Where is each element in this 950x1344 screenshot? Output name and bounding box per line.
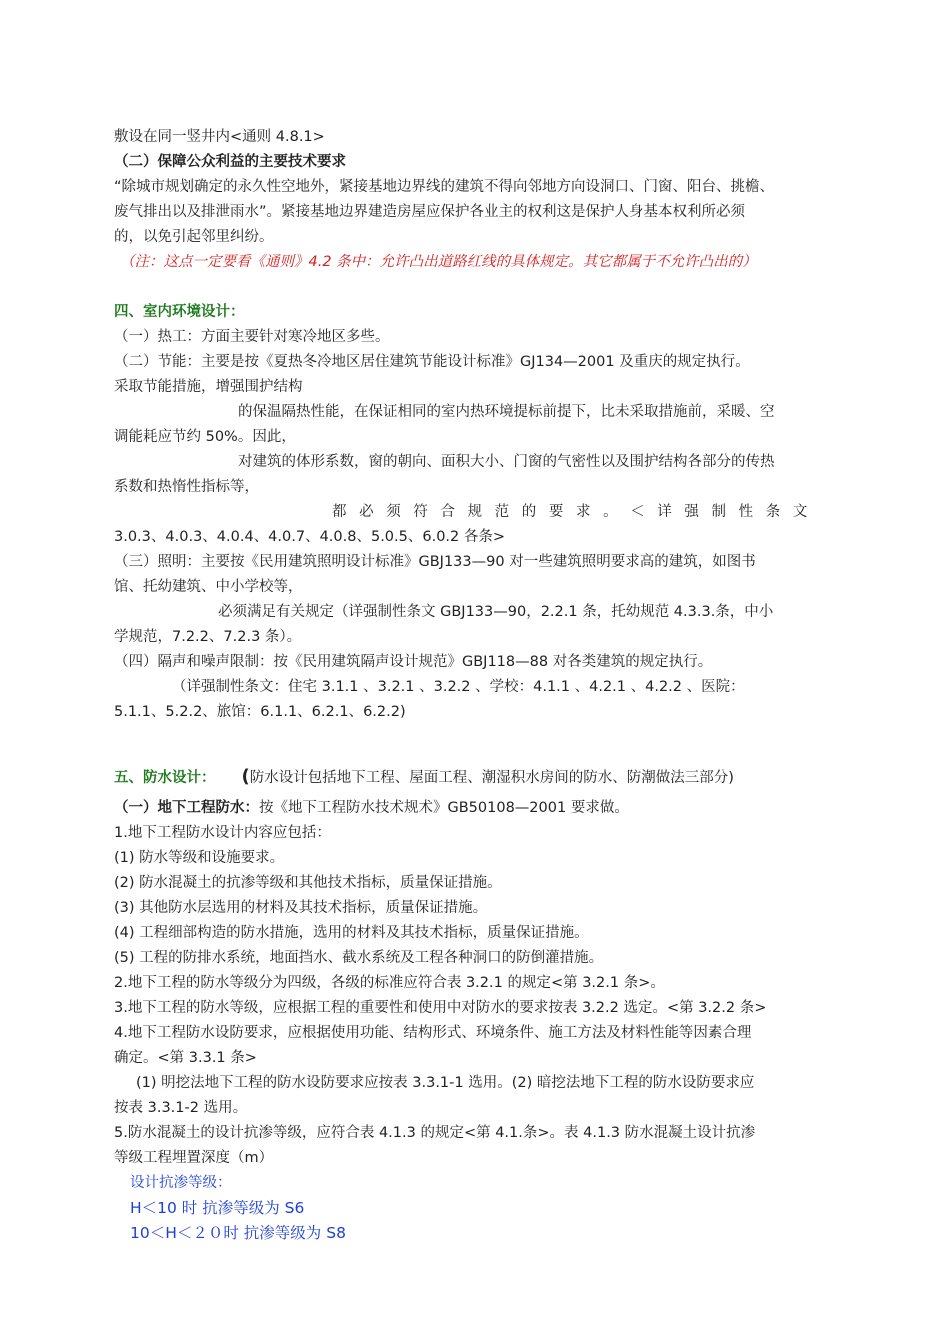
paragraph-line: 必须满足有关规定（详强制性条文 GBJ133—90，2.2.1 条，托幼规范 4.3.3.条，中小 — [218, 604, 774, 620]
paragraph-line: 2.地下工程的防水等级分为四级，各级的标准应符合表 3.2.1 的规定<第 3.2.1 条>。 — [114, 975, 665, 991]
paragraph-line: 4.地下工程防水设防要求，应根据使用功能、结构形式、环境条件、施工方法及材料性能等因素合理 — [114, 1025, 752, 1041]
paragraph-line: （二）节能：主要是按《夏热冬冷地区居住建筑节能设计标准》GJ134—2001 及重庆的规定执行。 — [114, 354, 750, 370]
subsection-row — [114, 797, 629, 819]
note-line: （注：这点一定要看《通则》4.2 条中：允许凸出道路红线的具体规定。其它都属于不允许凸出的） — [120, 254, 757, 270]
paragraph-line: 都 必 须 符 合 规 范 的 要 求 。 ＜ 详 强 制 性 条 文 — [332, 504, 808, 520]
paragraph-line: 3.0.3、4.0.3、4.0.4、4.0.7、4.0.8、5.0.5、6.0.2 各条> — [114, 529, 506, 545]
paragraph-line: 调能耗应节约 50%。因此， — [114, 429, 296, 445]
list-item: (1) 防水等级和设施要求。 — [114, 850, 285, 866]
section-heading: 四、室内环境设计： — [114, 304, 245, 320]
paragraph-line: 按表 3.3.1-2 选用。 — [114, 1100, 248, 1116]
paragraph-line: 等级工程埋置深度（m） — [114, 1150, 274, 1166]
paragraph-line: （一）热工：方面主要针对寒冷地区多些。 — [114, 329, 390, 345]
paragraph-line: 对建筑的体形系数，窗的朝向、面积大小、门窗的气密性以及围护结构各部分的传热 — [238, 454, 775, 470]
paragraph-line: 废气排出以及排泄雨水”。紧接基地边界建造房屋应保护各业主的权利这是保护人身基本权利所必须 — [114, 204, 746, 220]
paragraph-line: 敷设在同一竖井内<通则 4.8.1> — [114, 129, 325, 145]
paragraph-line: 采取节能措施，增强围护结构 — [114, 379, 303, 395]
paragraph-line: （四）隔声和噪声限制：按《民用建筑隔声设计规范》GBJ118—88 对各类建筑的规定执行。 — [114, 654, 713, 670]
list-item: (5) 工程的防排水系统，地面挡水、截水系统及工程各种洞口的防倒灌措施。 — [114, 950, 604, 966]
section-heading: 五、防水设计： — [114, 770, 216, 786]
paragraph-line: 5.1.1、5.2.2、旅馆：6.1.1、6.2.1、6.2.2) — [114, 704, 406, 720]
paragraph-line: 系数和热惰性指标等， — [114, 479, 259, 495]
section-subheading: （二）保障公众利益的主要技术要求 — [114, 154, 346, 170]
rating-row: 10＜H＜２０时 抗渗等级为 S8 — [130, 1224, 346, 1242]
list-item: (3) 其他防水层选用的材料及其技术指标，质量保证措施。 — [114, 900, 488, 916]
list-item: (2) 防水混凝土的抗渗等级和其他技术指标，质量保证措施。 — [114, 875, 502, 891]
rating-row: H＜10 时 抗渗等级为 S6 — [130, 1199, 305, 1217]
paragraph-line: 的，以免引起邻里纠纷。 — [114, 229, 274, 245]
paragraph-line: 5.防水混凝土的设计抗渗等级，应符合表 4.1.3 的规定<第 4.1.条>。表 4.1.3 防水混凝土设计抗渗 — [114, 1125, 756, 1141]
list-item: (4) 工程细部构造的防水措施，选用的材料及其技术指标，质量保证措施。 — [114, 925, 589, 941]
paragraph-line: （详强制性条文：住宅 3.1.1 、3.2.1 、3.2.2 、学校：4.1.1 、4.2.1 、4.2.2 、医院： — [172, 679, 745, 695]
heading-paren: ( — [241, 766, 250, 787]
paragraph-line: 的保温隔热性能，在保证相同的室内热环境提标前提下，比未采取措施前，采暖、空 — [238, 404, 775, 420]
paragraph-line: （三）照明：主要按《民用建筑照明设计标准》GBJ133—90 对一些建筑照明要求高的建筑，如图书 — [114, 554, 756, 570]
subheading-note: 按《地下工程防水技术规术》GB50108—2001 要求做。 — [259, 800, 629, 816]
paragraph-line: 学规范，7.2.2、7.2.3 条）。 — [114, 629, 302, 645]
paragraph-line: 3.地下工程的防水等级，应根据工程的重要性和使用中对防水的要求按表 3.2.2 选定。<第 3.2.2 条> — [114, 1000, 767, 1016]
rating-label: 设计抗渗等级： — [130, 1175, 232, 1191]
paragraph-line: 1.地下工程防水设计内容应包括： — [114, 825, 331, 841]
section-heading-row — [114, 766, 734, 789]
section-subheading: （一）地下工程防水： — [114, 800, 259, 816]
paragraph-line: (1) 明挖法地下工程的防水设防要求应按表 3.3.1-1 选用。(2) 暗挖法地下工程的防水设防要求应 — [136, 1075, 755, 1091]
heading-note: 防水设计包括地下工程、屋面工程、潮湿积水房间的防水、防潮做法三部分) — [249, 770, 734, 786]
paragraph-line: 确定。<第 3.3.1 条> — [114, 1050, 257, 1066]
paragraph-line: “除城市规划确定的永久性空地外，紧接基地边界线的建筑不得向邻地方向设洞口、门窗、阳台、挑檐、 — [114, 179, 775, 195]
paragraph-line: 馆、托幼建筑、中小学校等， — [114, 579, 303, 595]
